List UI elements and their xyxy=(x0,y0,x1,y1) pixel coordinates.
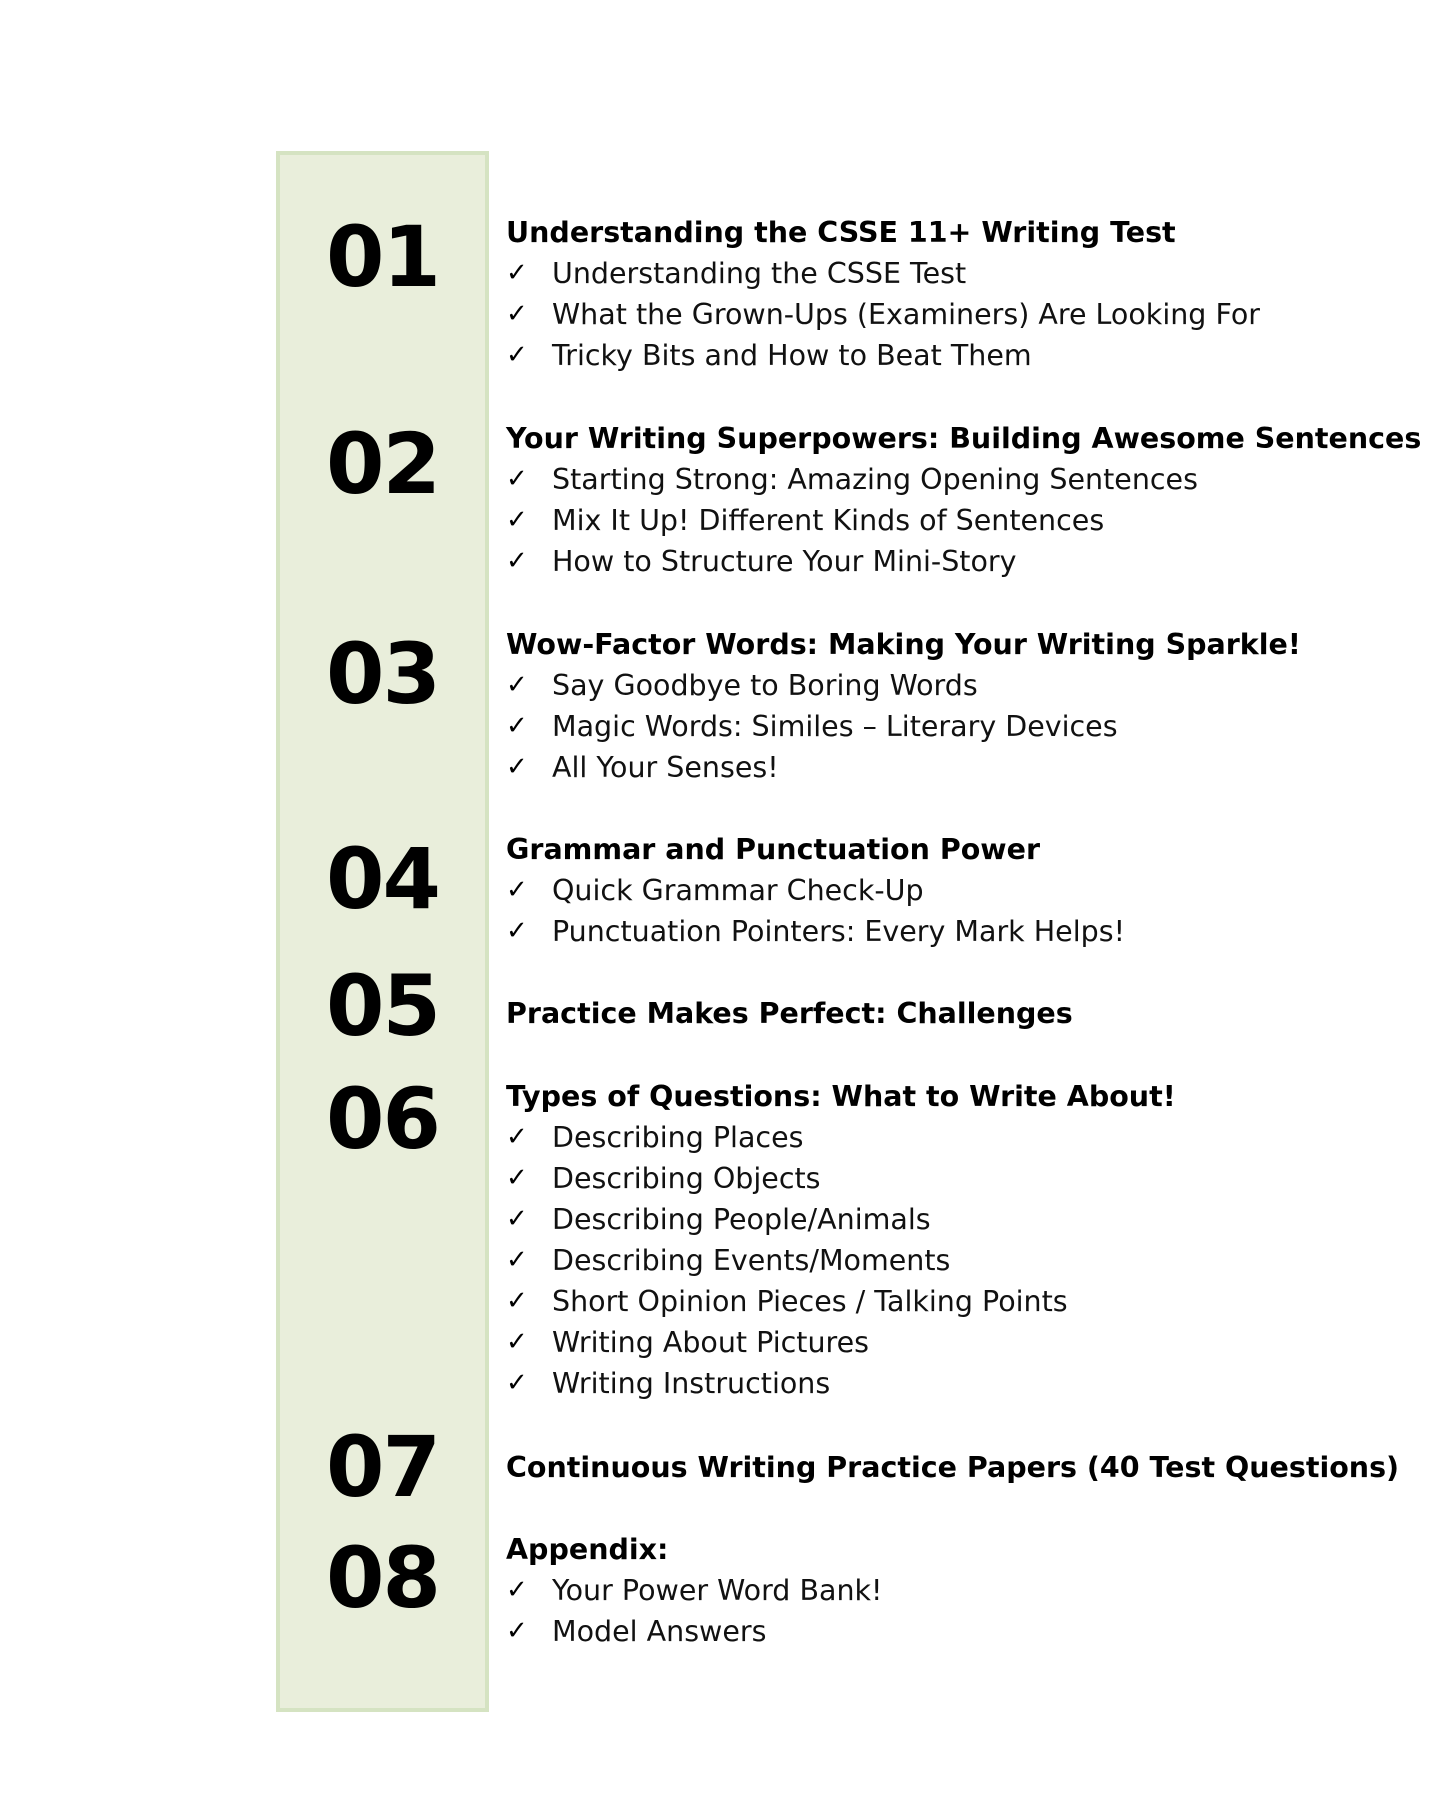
section-number-07: 07 xyxy=(326,1418,439,1516)
list-item xyxy=(506,706,1406,747)
section-item-list xyxy=(506,1117,1406,1404)
list-item xyxy=(506,459,1406,500)
list-item-label: Short Opinion Pieces / Talking Points xyxy=(552,1285,1068,1318)
check-icon: ✓ xyxy=(506,1245,528,1275)
section-number-05: 05 xyxy=(326,957,439,1055)
list-item xyxy=(506,1158,1406,1199)
check-icon: ✓ xyxy=(506,546,528,576)
section-title: Grammar and Punctuation Power xyxy=(506,833,1040,866)
section-title: Appendix: xyxy=(506,1533,669,1566)
list-item-label: Mix It Up! Different Kinds of Sentences xyxy=(552,504,1105,537)
section-item-list xyxy=(506,870,1406,952)
check-icon: ✓ xyxy=(506,670,528,700)
list-item-label: Describing People/Animals xyxy=(552,1203,931,1236)
list-item xyxy=(506,1322,1406,1363)
list-item-label: Quick Grammar Check-Up xyxy=(552,874,924,907)
list-item xyxy=(506,911,1406,952)
section-item-list xyxy=(506,459,1406,582)
check-icon: ✓ xyxy=(506,1327,528,1357)
list-item-label: Say Goodbye to Boring Words xyxy=(552,669,978,702)
list-item-label: What the Grown-Ups (Examiners) Are Looking For xyxy=(552,298,1260,331)
list-item-label: Writing About Pictures xyxy=(552,1326,870,1359)
list-item-label: Model Answers xyxy=(552,1615,767,1648)
list-item xyxy=(506,747,1406,788)
list-item xyxy=(506,1281,1406,1322)
list-item xyxy=(506,500,1406,541)
list-item xyxy=(506,1570,1406,1611)
list-item-label: Describing Objects xyxy=(552,1162,821,1195)
list-item-label: All Your Senses! xyxy=(552,751,779,784)
list-item xyxy=(506,1117,1406,1158)
list-item-label: Describing Places xyxy=(552,1121,804,1154)
section-title: Your Writing Superpowers: Building Awesome Sentences xyxy=(506,422,1422,455)
section-05 xyxy=(506,993,1406,1034)
section-title: Understanding the CSSE 11+ Writing Test xyxy=(506,216,1176,249)
section-number-03: 03 xyxy=(326,625,439,723)
list-item xyxy=(506,1363,1406,1404)
section-title: Types of Questions: What to Write About! xyxy=(506,1080,1176,1113)
section-03 xyxy=(506,624,1406,788)
section-number-06: 06 xyxy=(326,1070,439,1168)
section-title: Practice Makes Perfect: Challenges xyxy=(506,997,1073,1030)
section-06 xyxy=(506,1076,1406,1404)
check-icon: ✓ xyxy=(506,1616,528,1646)
check-icon: ✓ xyxy=(506,1122,528,1152)
check-icon: ✓ xyxy=(506,1575,528,1605)
list-item-label: Understanding the CSSE Test xyxy=(552,257,967,290)
list-item-label: Writing Instructions xyxy=(552,1367,831,1400)
check-icon: ✓ xyxy=(506,258,528,288)
list-item xyxy=(506,1240,1406,1281)
section-01 xyxy=(506,212,1406,376)
check-icon: ✓ xyxy=(506,711,528,741)
section-title: Wow-Factor Words: Making Your Writing Sparkle! xyxy=(506,628,1301,661)
check-icon: ✓ xyxy=(506,299,528,329)
section-04 xyxy=(506,829,1406,952)
list-item xyxy=(506,253,1406,294)
section-number-08: 08 xyxy=(326,1529,439,1627)
list-item-label: Starting Strong: Amazing Opening Sentences xyxy=(552,463,1198,496)
section-02 xyxy=(506,418,1422,582)
list-item xyxy=(506,1199,1406,1240)
check-icon: ✓ xyxy=(506,1163,528,1193)
check-icon: ✓ xyxy=(506,916,528,946)
list-item xyxy=(506,541,1406,582)
check-icon: ✓ xyxy=(506,1204,528,1234)
section-item-list xyxy=(506,253,1406,376)
section-title: Continuous Writing Practice Papers (40 Test Questions) xyxy=(506,1451,1400,1484)
list-item xyxy=(506,1611,1406,1652)
section-item-list xyxy=(506,665,1406,788)
section-number-02: 02 xyxy=(326,415,439,513)
list-item-label: Punctuation Pointers: Every Mark Helps! xyxy=(552,915,1125,948)
list-item xyxy=(506,665,1406,706)
section-item-list xyxy=(506,1570,1406,1652)
list-item-label: Magic Words: Similes – Literary Devices xyxy=(552,710,1118,743)
check-icon: ✓ xyxy=(506,1286,528,1316)
list-item-label: Your Power Word Bank! xyxy=(552,1574,883,1607)
check-icon: ✓ xyxy=(506,1368,528,1398)
list-item xyxy=(506,870,1406,911)
list-item-label: How to Structure Your Mini-Story xyxy=(552,545,1017,578)
list-item-label: Describing Events/Moments xyxy=(552,1244,951,1277)
section-number-04: 04 xyxy=(326,830,439,928)
list-item-label: Tricky Bits and How to Beat Them xyxy=(552,339,1032,372)
section-number-01: 01 xyxy=(326,208,439,306)
check-icon: ✓ xyxy=(506,464,528,494)
list-item xyxy=(506,335,1406,376)
check-icon: ✓ xyxy=(506,875,528,905)
section-08 xyxy=(506,1529,1406,1652)
section-07 xyxy=(506,1447,1406,1488)
check-icon: ✓ xyxy=(506,340,528,370)
check-icon: ✓ xyxy=(506,505,528,535)
list-item xyxy=(506,294,1406,335)
check-icon: ✓ xyxy=(506,752,528,782)
